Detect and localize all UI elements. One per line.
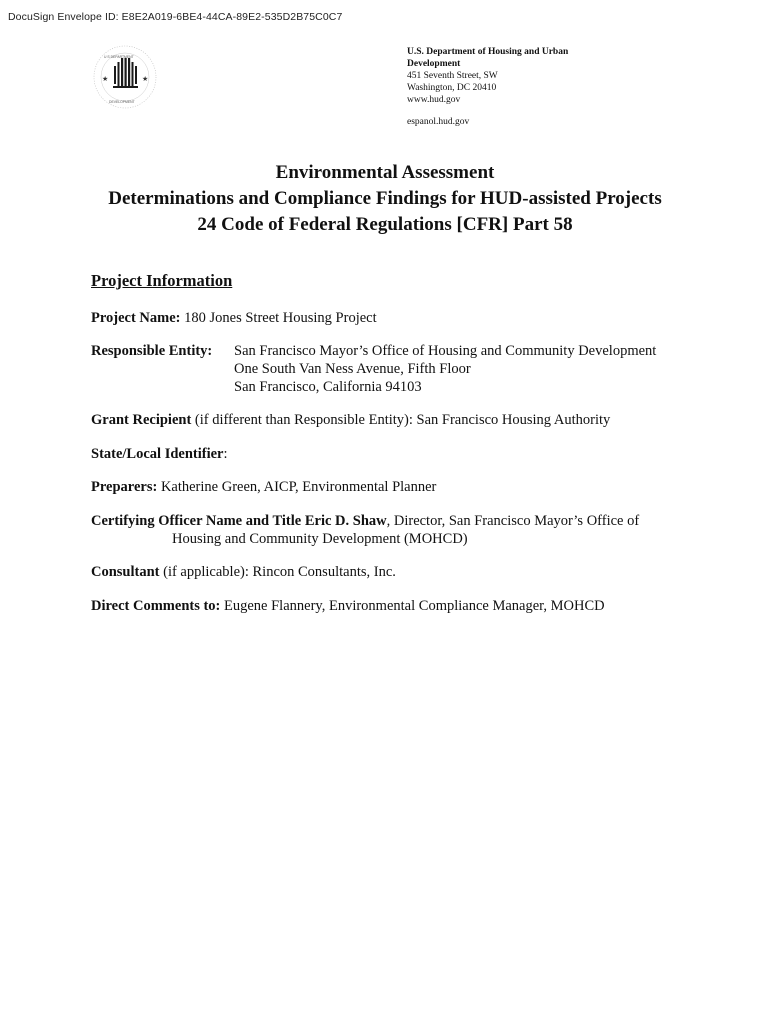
state-local-identifier-field <box>91 445 691 463</box>
section-heading: Project Information <box>91 271 233 290</box>
hud-seal-logo <box>92 44 158 110</box>
project-name-field <box>91 309 691 327</box>
field-value-line: San Francisco Mayor’s Office of Housing and Community Development <box>234 343 657 359</box>
preparers-field <box>91 478 691 496</box>
svg-text:U S DEPARTMENT: U S DEPARTMENT <box>104 55 134 59</box>
city-state-zip: Washington, DC 20410 <box>407 83 497 93</box>
responsible-entity-field <box>91 342 691 396</box>
grant-recipient-field <box>91 411 691 429</box>
envelope-id: DocuSign Envelope ID: E8E2A019-6BE4-44CA-89E2-535D2B75C0C7 <box>8 11 343 23</box>
field-label: Consultant <box>91 564 160 580</box>
svg-text:DEVELOPMENT: DEVELOPMENT <box>109 100 135 104</box>
hud-address-block <box>407 46 607 128</box>
title-line-3: 24 Code of Federal Regulations [CFR] Part 58 <box>197 214 573 235</box>
document-title <box>0 160 770 238</box>
field-value-continued: Housing and Community Development (MOHCD) <box>172 531 468 547</box>
svg-text:★: ★ <box>102 75 109 83</box>
spanish-website-link[interactable]: espanol.hud.gov <box>407 117 470 127</box>
website-link[interactable]: www.hud.gov <box>407 95 461 105</box>
consultant-field <box>91 563 691 581</box>
field-value: (if applicable): Rincon Consultants, Inc. <box>159 564 396 580</box>
field-value-line: One South Van Ness Avenue, Fifth Floor <box>234 361 471 377</box>
field-label: Direct Comments to: <box>91 598 221 614</box>
field-value: : <box>223 446 228 462</box>
field-label: Preparers: <box>91 479 158 495</box>
field-value: Eugene Flannery, Environmental Compliance Manager, MOHCD <box>220 598 605 614</box>
field-value: , Director, San Francisco Mayor’s Office of <box>386 513 640 529</box>
title-line-1: Environmental Assessment <box>275 162 495 183</box>
field-label: Certifying Officer Name and Title Eric D. Shaw <box>91 513 387 529</box>
field-value-line: San Francisco, California 94103 <box>234 379 422 395</box>
direct-comments-field <box>91 597 691 615</box>
field-label: Responsible Entity: <box>91 343 213 359</box>
field-label: Project Name: <box>91 310 181 326</box>
street-address: 451 Seventh Street, SW <box>407 71 498 81</box>
certifying-officer-field <box>91 512 691 548</box>
field-value: 180 Jones Street Housing Project <box>180 310 377 326</box>
field-label: Grant Recipient <box>91 412 192 428</box>
title-line-2: Determinations and Compliance Findings for HUD-assisted Projects <box>108 188 662 209</box>
agency-name: U.S. Department of Housing and Urban Development <box>407 47 569 69</box>
field-label: State/Local Identifier <box>91 446 224 462</box>
field-value: (if different than Responsible Entity): San Francisco Housing Authority <box>191 412 611 428</box>
svg-text:★: ★ <box>142 75 149 83</box>
field-value: Katherine Green, AICP, Environmental Planner <box>157 479 437 495</box>
